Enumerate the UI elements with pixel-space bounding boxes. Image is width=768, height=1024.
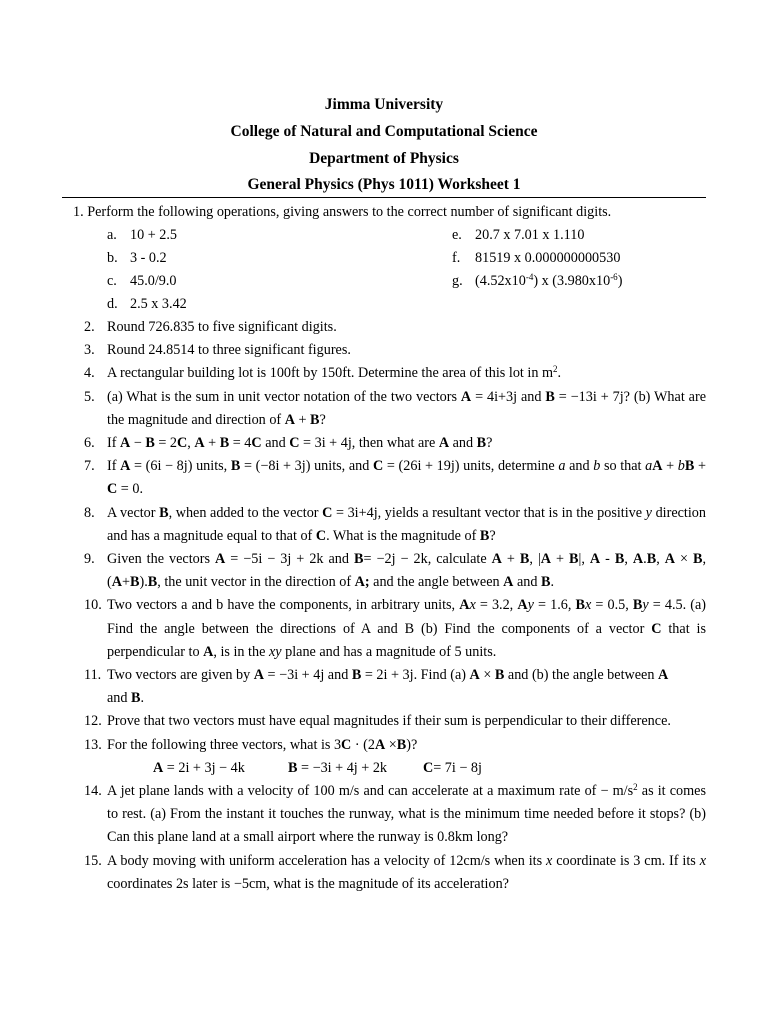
question-text: (a) What is the sum in unit vector notation of the two vectors A = 4i+3j and B = −13i + 7j? (b) What are the magnitude and direction of A + B? [107,388,706,428]
vector-definitions [84,757,706,780]
sub-item-label: e. [452,227,462,243]
question-12 [84,710,706,733]
question-number: 7. [84,458,95,475]
sub-item-expr: 81519 x 0.000000000530 [475,250,621,266]
question-13 [84,734,706,757]
question-number: 2. [84,319,95,335]
sub-item-g [452,270,622,293]
question-14 [84,780,706,850]
vector-c: C= 7i − 8j [423,759,482,776]
question-1 [73,201,713,224]
document-header [0,92,768,199]
question-list [84,316,706,896]
sub-item-b [107,247,167,270]
question-text: Prove that two vectors must have equal magnitudes if their sum is perpendicular to their difference. [107,713,671,730]
question-number: 10. [84,597,102,614]
vector-a: A = 2i + 3j − 4k [153,759,245,776]
sub-item-expr: 3 - 0.2 [130,250,167,266]
sub-item-expr: 2.5 x 3.42 [130,296,187,312]
sub-item-label: f. [452,250,461,266]
question-text: Round 726.835 to five significant digits. [107,319,337,335]
question-number: 15. [84,852,102,869]
question-number: 14. [84,783,102,800]
question-text: A vector B, when added to the vector C = 3i+4j, yields a resultant vector that is in the positive y direction and has a magnitude equal to that of C. What is the magnitude of B? [107,504,706,544]
sub-item-expr: $(4.52x10^{-4})$ x $(3.980x10^{-6})$ [475,272,623,289]
question-text: Two vectors are given by A = −3i + 4j and B = 2i + 3j. Find (a) A × B and (b) the angle between A and B. [107,667,669,707]
college-name: College of Natural and Computational Science [230,122,538,140]
question-11 [84,664,706,710]
sub-item-expr: 10 + 2.5 [130,227,178,243]
question-8 [84,502,706,548]
question-number: 5. [84,388,95,405]
question-number: 12. [84,713,102,730]
sub-item-c [107,270,177,293]
sub-item-expr: 45.0/9.0 [130,273,177,289]
question-text: A jet plane lands with a velocity of 100 m/s and can accelerate at a maximum rate of − $m/s^2$ as it comes to rest. (a) From the instant it touches the runway, what is the minimum time needed before it stops? (b) Can this plane land at a small airport where the runway is 0.8km long? [107,782,706,846]
sub-item-e [452,224,584,247]
sub-item-label: a. [107,227,117,243]
sub-item-expr: 20.7 x 7.01 x 1.110 [475,227,585,243]
question-number: 8. [84,504,95,521]
question-3 [84,339,706,362]
question-4 [84,362,706,385]
vector-b: B = −3i + 4j + 2k [288,759,388,776]
question-7 [84,455,706,501]
question-15 [84,850,706,896]
sub-item-label: c. [107,273,117,289]
question-text: Round 24.8514 to three significant figures. [107,342,351,359]
sub-item-f [452,247,620,270]
question-text: For the following three vectors, what is 3C · (2A ×B)? [107,736,418,753]
question-text: If A − B = 2C, A + B = 4C and C = 3i + 4j, then what are A and B? [107,435,493,452]
sub-item-a [107,224,177,247]
question-5 [84,386,706,432]
question-number: 6. [84,435,95,452]
sub-item-label: g. [452,273,463,289]
question-number: 3. [84,342,95,359]
question-text: If A = (6i − 8j) units, B = (−8i + 3j) units, and C = (26i + 19j) units, determine a and b so that aA + bB + C = 0. [107,458,706,498]
question-number: 11. [84,667,102,684]
sub-item-label: b. [107,250,118,266]
header-divider [62,197,706,198]
question-number: 13. [84,736,102,753]
university-name: Jimma University [324,96,444,113]
question-text: A body moving with uniform acceleration has a velocity of 12cm/s when its x coordinate is 3 cm. If its x coordinates 2s later is −5cm, what is the magnitude of its acceleration? [107,852,706,892]
question-2 [84,316,706,339]
question-text: A rectangular building lot is 100ft by 150ft. Determine the area of this lot in $m^2$. [107,364,562,382]
question-text: Given the vectors A = −5i − 3j + 2k and B= −2j − 2k, calculate A + B, |A + B|, A - B, A.B, A × B, (A+B).B, the unit vector in the direction of A; and the angle between A and B. [107,551,707,591]
question-number: 1. [73,204,84,220]
question-10 [84,594,706,664]
question-6 [84,432,706,455]
question-9 [84,548,706,594]
question-number: 9. [84,551,95,568]
question-text: Two vectors a and b have the components, in arbitrary units, Ax = 3.2, Ay = 1.6, Bx = 0.5, By = 4.5. (a) Find the angle between the directions of A and B (b) Find the components of a vector C that is perpendicular to A, is in the xy plane and has a magnitude of 5 units. [107,597,706,660]
sub-item-d [107,293,187,316]
question-text: Perform the following operations, giving answers to the correct number of significant digits. [87,204,612,220]
worksheet-title: General Physics (Phys 1011) Worksheet 1 [247,176,521,194]
sub-item-label: d. [107,296,118,312]
question-number: 4. [84,365,95,382]
department-name: Department of Physics [309,149,459,167]
